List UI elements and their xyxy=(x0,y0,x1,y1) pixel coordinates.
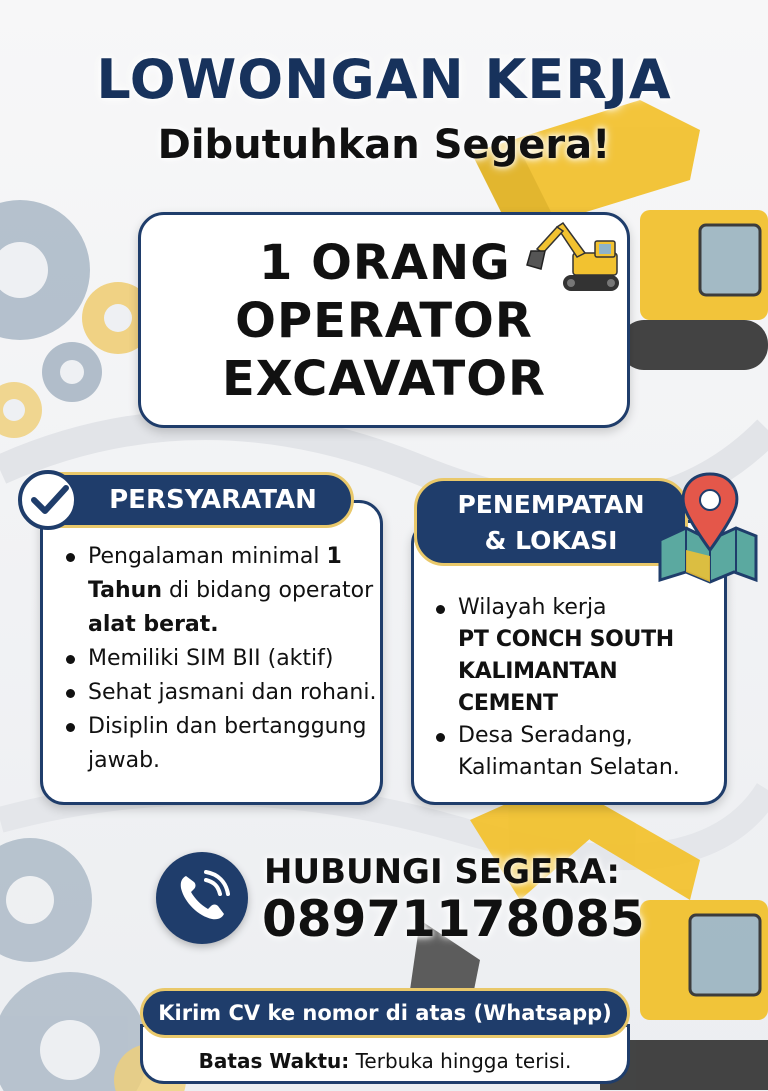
company-name-line2: KALIMANTAN CEMENT xyxy=(458,659,618,716)
list-item: Sehat jasmani dan rohani. xyxy=(62,676,380,710)
phone-badge xyxy=(156,852,248,944)
list-item: Memiliki SIM BII (aktif) xyxy=(62,642,380,676)
list-item: Desa Seradang, Kalimantan Selatan. xyxy=(432,720,722,784)
excavator-icon xyxy=(523,219,623,297)
deadline-value: Terbuka hingga terisi. xyxy=(349,1049,572,1073)
page-subtitle: Dibutuhkan Segera! xyxy=(157,122,611,168)
job-count: 1 ORANG xyxy=(259,235,511,291)
company-name-line1: PT CONCH SOUTH xyxy=(458,627,674,652)
job-title-line2: EXCAVATOR xyxy=(221,351,547,407)
job-position-card xyxy=(138,212,630,428)
location-heading-line2: & LOKASI xyxy=(484,526,618,555)
checkmark-badge xyxy=(18,470,78,530)
checkmark-icon xyxy=(30,484,70,516)
location-heading xyxy=(414,478,688,566)
gear-icon xyxy=(42,342,102,402)
requirements-heading: PERSYARATAN xyxy=(22,472,354,528)
job-title-line1: OPERATOR xyxy=(235,293,533,349)
location-heading-line1: PENEMPATAN xyxy=(457,490,645,519)
deadline-label: Batas Waktu: xyxy=(198,1049,350,1073)
list-item: Wilayah kerja PT CONCH SOUTH KALIMANTAN CEMENT xyxy=(432,592,722,720)
location-list xyxy=(432,592,722,784)
list-item: Pengalaman minimal 1 Tahun di bidang operator alat berat. xyxy=(62,540,380,642)
page-title: LOWONGAN KERJA xyxy=(96,48,672,111)
requirements-list xyxy=(62,540,380,778)
contact-phone-number[interactable]: 08971178085 xyxy=(262,890,645,948)
map-pin-icon xyxy=(656,470,760,584)
contact-heading: HUBUNGI SEGERA: xyxy=(264,852,621,892)
phone-icon xyxy=(172,868,232,928)
cv-instruction-banner: Kirim CV ke nomor di atas (Whatsapp) xyxy=(140,988,630,1038)
list-item: Disiplin dan bertanggung jawab. xyxy=(62,710,380,778)
